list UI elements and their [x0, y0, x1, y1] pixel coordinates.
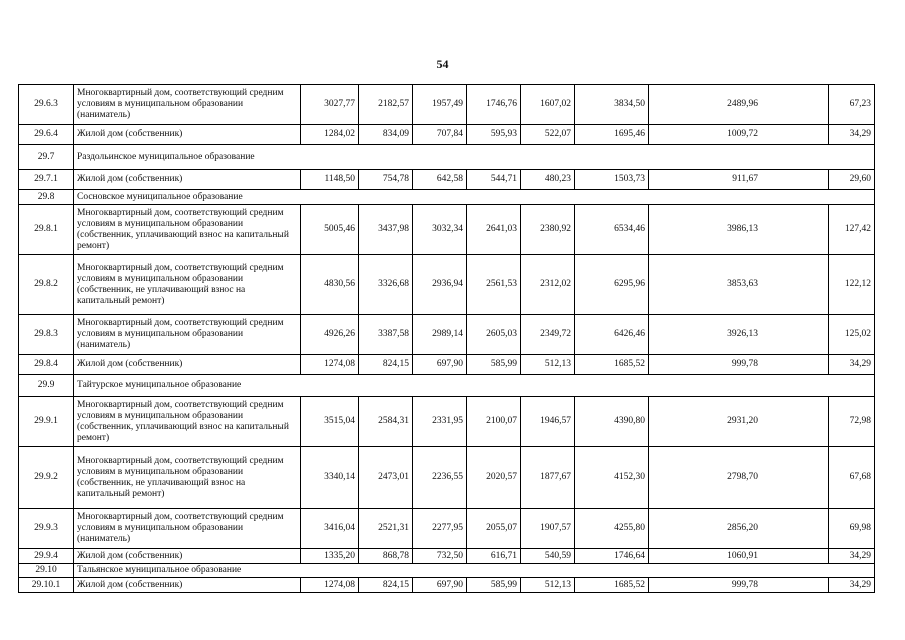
row-code: 29.6.3 [19, 85, 74, 125]
value-cell-7: 1009,72 [649, 125, 829, 145]
row-code: 29.8.3 [19, 315, 74, 355]
value-cell-7: 3926,13 [649, 315, 829, 355]
row-description: Многоквартирный дом, соответствующий средним условиям в муниципальном образовании (собственник, уплачивающий взнос на капитальный ремонт) [74, 205, 301, 255]
row-code: 29.9.3 [19, 509, 74, 549]
value-cell-8: 122,12 [829, 255, 875, 315]
value-cell-2: 3326,68 [359, 255, 413, 315]
section-row [19, 375, 875, 397]
table-row [19, 205, 875, 255]
value-cell-7: 2798,70 [649, 447, 829, 509]
value-cell-5: 1607,02 [521, 85, 575, 125]
value-cell-1: 4830,56 [301, 255, 359, 315]
value-cell-4: 2641,03 [467, 205, 521, 255]
value-cell-2: 754,78 [359, 170, 413, 190]
row-code: 29.8.4 [19, 355, 74, 375]
value-cell-4: 585,99 [467, 355, 521, 375]
value-cell-2: 2473,01 [359, 447, 413, 509]
value-cell-2: 834,09 [359, 125, 413, 145]
row-description: Жилой дом (собственник) [74, 125, 301, 145]
row-description: Жилой дом (собственник) [74, 578, 301, 593]
row-code: 29.10.1 [19, 578, 74, 593]
tariff-table [18, 84, 875, 593]
value-cell-6: 4152,30 [575, 447, 649, 509]
value-cell-3: 707,84 [413, 125, 467, 145]
value-cell-6: 1695,46 [575, 125, 649, 145]
value-cell-8: 67,68 [829, 447, 875, 509]
row-code: 29.9.1 [19, 397, 74, 447]
value-cell-5: 480,23 [521, 170, 575, 190]
row-description: Многоквартирный дом, соответствующий средним условиям в муниципальном образовании (собственник, уплачивающий взнос на капитальный ремонт) [74, 397, 301, 447]
value-cell-2: 868,78 [359, 549, 413, 564]
table-row [19, 509, 875, 549]
value-cell-7: 3986,13 [649, 205, 829, 255]
value-cell-1: 3027,77 [301, 85, 359, 125]
value-cell-3: 642,58 [413, 170, 467, 190]
value-cell-8: 29,60 [829, 170, 875, 190]
value-cell-2: 3437,98 [359, 205, 413, 255]
section-code: 29.9 [19, 375, 74, 397]
value-cell-6: 1685,52 [575, 355, 649, 375]
value-cell-8: 34,29 [829, 549, 875, 564]
value-cell-8: 69,98 [829, 509, 875, 549]
value-cell-6: 3834,50 [575, 85, 649, 125]
value-cell-1: 3340,14 [301, 447, 359, 509]
row-code: 29.9.2 [19, 447, 74, 509]
value-cell-7: 3853,63 [649, 255, 829, 315]
table-row [19, 170, 875, 190]
section-row [19, 145, 875, 170]
table-row [19, 578, 875, 593]
section-code: 29.8 [19, 190, 74, 205]
value-cell-1: 3416,04 [301, 509, 359, 549]
table-row [19, 255, 875, 315]
value-cell-4: 2561,53 [467, 255, 521, 315]
value-cell-4: 616,71 [467, 549, 521, 564]
value-cell-4: 2605,03 [467, 315, 521, 355]
section-title: Тальянское муниципальное образование [74, 564, 875, 578]
value-cell-5: 1877,67 [521, 447, 575, 509]
value-cell-8: 125,02 [829, 315, 875, 355]
value-cell-2: 2182,57 [359, 85, 413, 125]
row-description: Жилой дом (собственник) [74, 549, 301, 564]
table-row [19, 125, 875, 145]
value-cell-3: 2331,95 [413, 397, 467, 447]
value-cell-5: 522,07 [521, 125, 575, 145]
value-cell-6: 1503,73 [575, 170, 649, 190]
value-cell-5: 1946,57 [521, 397, 575, 447]
table-row [19, 447, 875, 509]
value-cell-6: 6534,46 [575, 205, 649, 255]
value-cell-1: 1284,02 [301, 125, 359, 145]
value-cell-1: 1274,08 [301, 578, 359, 593]
value-cell-1: 1335,20 [301, 549, 359, 564]
value-cell-3: 2236,55 [413, 447, 467, 509]
value-cell-7: 999,78 [649, 355, 829, 375]
section-title: Сосновское муниципальное образование [74, 190, 875, 205]
section-row [19, 564, 875, 578]
value-cell-1: 1148,50 [301, 170, 359, 190]
value-cell-7: 911,67 [649, 170, 829, 190]
value-cell-3: 3032,34 [413, 205, 467, 255]
value-cell-6: 1685,52 [575, 578, 649, 593]
value-cell-4: 585,99 [467, 578, 521, 593]
value-cell-3: 2989,14 [413, 315, 467, 355]
row-code: 29.8.2 [19, 255, 74, 315]
value-cell-8: 34,29 [829, 355, 875, 375]
page-number: 54 [436, 57, 449, 71]
row-code: 29.8.1 [19, 205, 74, 255]
table-body [19, 85, 875, 593]
value-cell-6: 4255,80 [575, 509, 649, 549]
row-code: 29.6.4 [19, 125, 74, 145]
row-description: Жилой дом (собственник) [74, 355, 301, 375]
value-cell-4: 2055,07 [467, 509, 521, 549]
value-cell-3: 732,50 [413, 549, 467, 564]
row-description: Многоквартирный дом, соответствующий средним условиям в муниципальном образовании (наниматель) [74, 315, 301, 355]
value-cell-1: 5005,46 [301, 205, 359, 255]
row-description: Жилой дом (собственник) [74, 170, 301, 190]
value-cell-8: 67,23 [829, 85, 875, 125]
value-cell-7: 2489,96 [649, 85, 829, 125]
table-row [19, 85, 875, 125]
value-cell-3: 2936,94 [413, 255, 467, 315]
value-cell-8: 34,29 [829, 125, 875, 145]
value-cell-3: 1957,49 [413, 85, 467, 125]
value-cell-2: 824,15 [359, 355, 413, 375]
value-cell-2: 2584,31 [359, 397, 413, 447]
value-cell-7: 2931,20 [649, 397, 829, 447]
value-cell-4: 2020,57 [467, 447, 521, 509]
value-cell-7: 1060,91 [649, 549, 829, 564]
value-cell-3: 697,90 [413, 578, 467, 593]
section-row [19, 190, 875, 205]
value-cell-2: 3387,58 [359, 315, 413, 355]
table-row [19, 355, 875, 375]
value-cell-5: 2312,02 [521, 255, 575, 315]
value-cell-4: 2100,07 [467, 397, 521, 447]
value-cell-5: 512,13 [521, 578, 575, 593]
value-cell-6: 6426,46 [575, 315, 649, 355]
table-row [19, 397, 875, 447]
row-description: Многоквартирный дом, соответствующий средним условиям в муниципальном образовании (наниматель) [74, 85, 301, 125]
value-cell-5: 540,59 [521, 549, 575, 564]
value-cell-1: 3515,04 [301, 397, 359, 447]
row-description: Многоквартирный дом, соответствующий средним условиям в муниципальном образовании (собственник, не уплачивающий взнос на капитальный ремонт) [74, 447, 301, 509]
value-cell-2: 2521,31 [359, 509, 413, 549]
section-title: Раздольинское муниципальное образование [74, 145, 875, 170]
row-code: 29.9.4 [19, 549, 74, 564]
value-cell-8: 72,98 [829, 397, 875, 447]
value-cell-8: 127,42 [829, 205, 875, 255]
value-cell-4: 595,93 [467, 125, 521, 145]
value-cell-2: 824,15 [359, 578, 413, 593]
row-description: Многоквартирный дом, соответствующий средним условиям в муниципальном образовании (собственник, не уплачивающий взнос на капитальный ремонт) [74, 255, 301, 315]
section-code: 29.7 [19, 145, 74, 170]
section-title: Тайтурское муниципальное образование [74, 375, 875, 397]
value-cell-4: 1746,76 [467, 85, 521, 125]
value-cell-5: 2349,72 [521, 315, 575, 355]
value-cell-8: 34,29 [829, 578, 875, 593]
table-row [19, 315, 875, 355]
table-row [19, 549, 875, 564]
value-cell-3: 697,90 [413, 355, 467, 375]
value-cell-1: 1274,08 [301, 355, 359, 375]
value-cell-6: 6295,96 [575, 255, 649, 315]
value-cell-6: 1746,64 [575, 549, 649, 564]
value-cell-4: 544,71 [467, 170, 521, 190]
value-cell-6: 4390,80 [575, 397, 649, 447]
value-cell-5: 2380,92 [521, 205, 575, 255]
row-code: 29.7.1 [19, 170, 74, 190]
section-code: 29.10 [19, 564, 74, 578]
value-cell-7: 999,78 [649, 578, 829, 593]
value-cell-1: 4926,26 [301, 315, 359, 355]
value-cell-5: 512,13 [521, 355, 575, 375]
value-cell-7: 2856,20 [649, 509, 829, 549]
value-cell-5: 1907,57 [521, 509, 575, 549]
value-cell-3: 2277,95 [413, 509, 467, 549]
row-description: Многоквартирный дом, соответствующий средним условиям в муниципальном образовании (наниматель) [74, 509, 301, 549]
